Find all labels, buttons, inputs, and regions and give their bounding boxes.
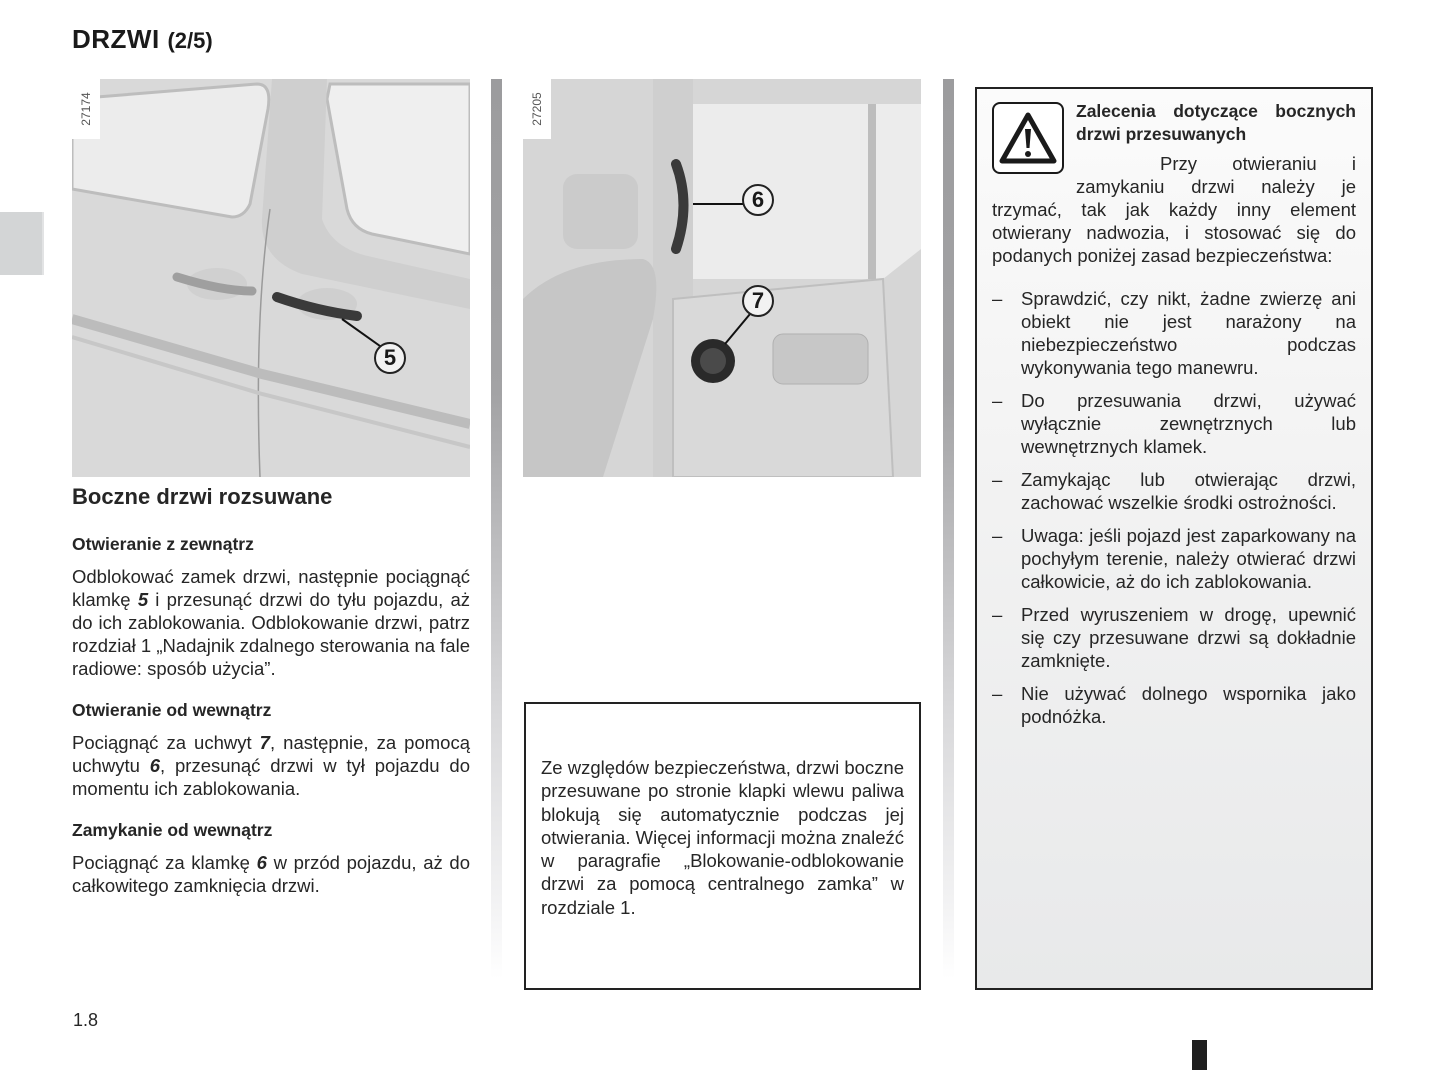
warning-title: Zalecenia dotyczące bocznych drzwi przesuwanych <box>1076 101 1356 144</box>
ref-number: 5 <box>137 589 149 610</box>
page-title-main: DRZWI <box>72 24 160 54</box>
column-separator <box>943 79 954 979</box>
page-number: 1.8 <box>73 1010 99 1030</box>
subheading-closing-inside: Zamykanie od wewnątrz <box>72 820 273 840</box>
exterior-door-illustration <box>72 79 470 477</box>
figure-exterior-door <box>72 79 470 477</box>
warning-intro: Przy otwieraniu i zamykaniu drzwi należy je trzymać, tak jak każdy inny element otwierany nadwozia, i stosować się do podanych poniżej zasad bezpieczeństwa: <box>992 153 1356 266</box>
callout-5: 5 <box>374 342 406 374</box>
warning-item: – Zamykając lub otwierając drzwi, zachować wszelkie środki ostrożności. <box>992 469 1356 513</box>
warning-item: – Sprawdzić, czy nikt, żadne zwierzę ani obiekt nie jest narażony na niebezpieczeństwo podczas wykonywania tego manewru. <box>992 288 1356 378</box>
ref-number: 7 <box>259 732 270 753</box>
warning-triangle-icon <box>992 102 1064 174</box>
info-note-box <box>524 702 921 990</box>
page-title-part: (2/5) <box>167 28 213 53</box>
page-title <box>72 24 213 55</box>
warning-item: – Do przesuwania drzwi, używać wyłącznie zewnętrznych lub wewnętrznych klamek. <box>992 390 1356 457</box>
subheading-opening-inside: Otwieranie od wewnątrz <box>72 700 272 720</box>
figure-code: 27174 <box>72 79 100 139</box>
subheading-opening-outside: Otwieranie z zewnątrz <box>72 534 254 554</box>
warning-list <box>992 287 1356 728</box>
left-column <box>72 484 470 917</box>
ref-number: 6 <box>256 852 267 873</box>
paragraph-closing-inside: Pociągnąć za klamkę 6 w przód pojazdu, aż do całkowitego zamknięcia drzwi. <box>72 852 471 896</box>
callout-7: 7 <box>742 285 774 317</box>
interior-door-illustration <box>523 79 921 477</box>
paragraph-opening-inside: Pociągnąć za uchwyt 7, następnie, za pomocą uchwytu 6, przesunąć drzwi w tył pojazdu do momentu ich zablokowania. <box>72 732 470 799</box>
warning-item: – Uwaga: jeśli pojazd jest zaparkowany na pochyłym terenie, należy otwierać drzwi całkowicie, aż do ich zablokowania. <box>992 525 1356 592</box>
warning-item: – Nie używać dolnego wspornika jako podnóżka. <box>992 683 1356 727</box>
paragraph-opening-outside: Odblokować zamek drzwi, następnie pociągnąć klamkę 5 i przesunąć drzwi do tyłu pojazdu, aż do ich zablokowania. Odblokowanie drzwi, patrz rozdział 1 „Nadajnik zdalnego sterowania na fale radiowe: sposób użycia”. <box>72 566 470 679</box>
warning-box <box>975 87 1373 990</box>
note-text: Ze względów bezpieczeństwa, drzwi boczne przesuwane po stronie klapki wlewu paliwa blokują się automatycznie podczas jej otwierania. Więcej informacji można znaleźć w paragrafie „Blokowanie-odblokowanie drzwi za pomocą centralnego zamka” w rozdziale 1. <box>541 757 904 918</box>
figure-interior-door <box>523 79 921 477</box>
chapter-tab <box>0 212 44 275</box>
callout-6: 6 <box>742 184 774 216</box>
ref-number: 6 <box>149 755 161 776</box>
figure-code: 27205 <box>523 79 551 139</box>
warning-item: – Przed wyruszeniem w drogę, upewnić się czy przesuwane drzwi są dokładnie zamknięte. <box>992 604 1356 671</box>
section-heading: Boczne drzwi rozsuwane <box>72 484 333 509</box>
column-separator <box>491 79 502 979</box>
thumb-index-mark <box>1192 1040 1207 1070</box>
